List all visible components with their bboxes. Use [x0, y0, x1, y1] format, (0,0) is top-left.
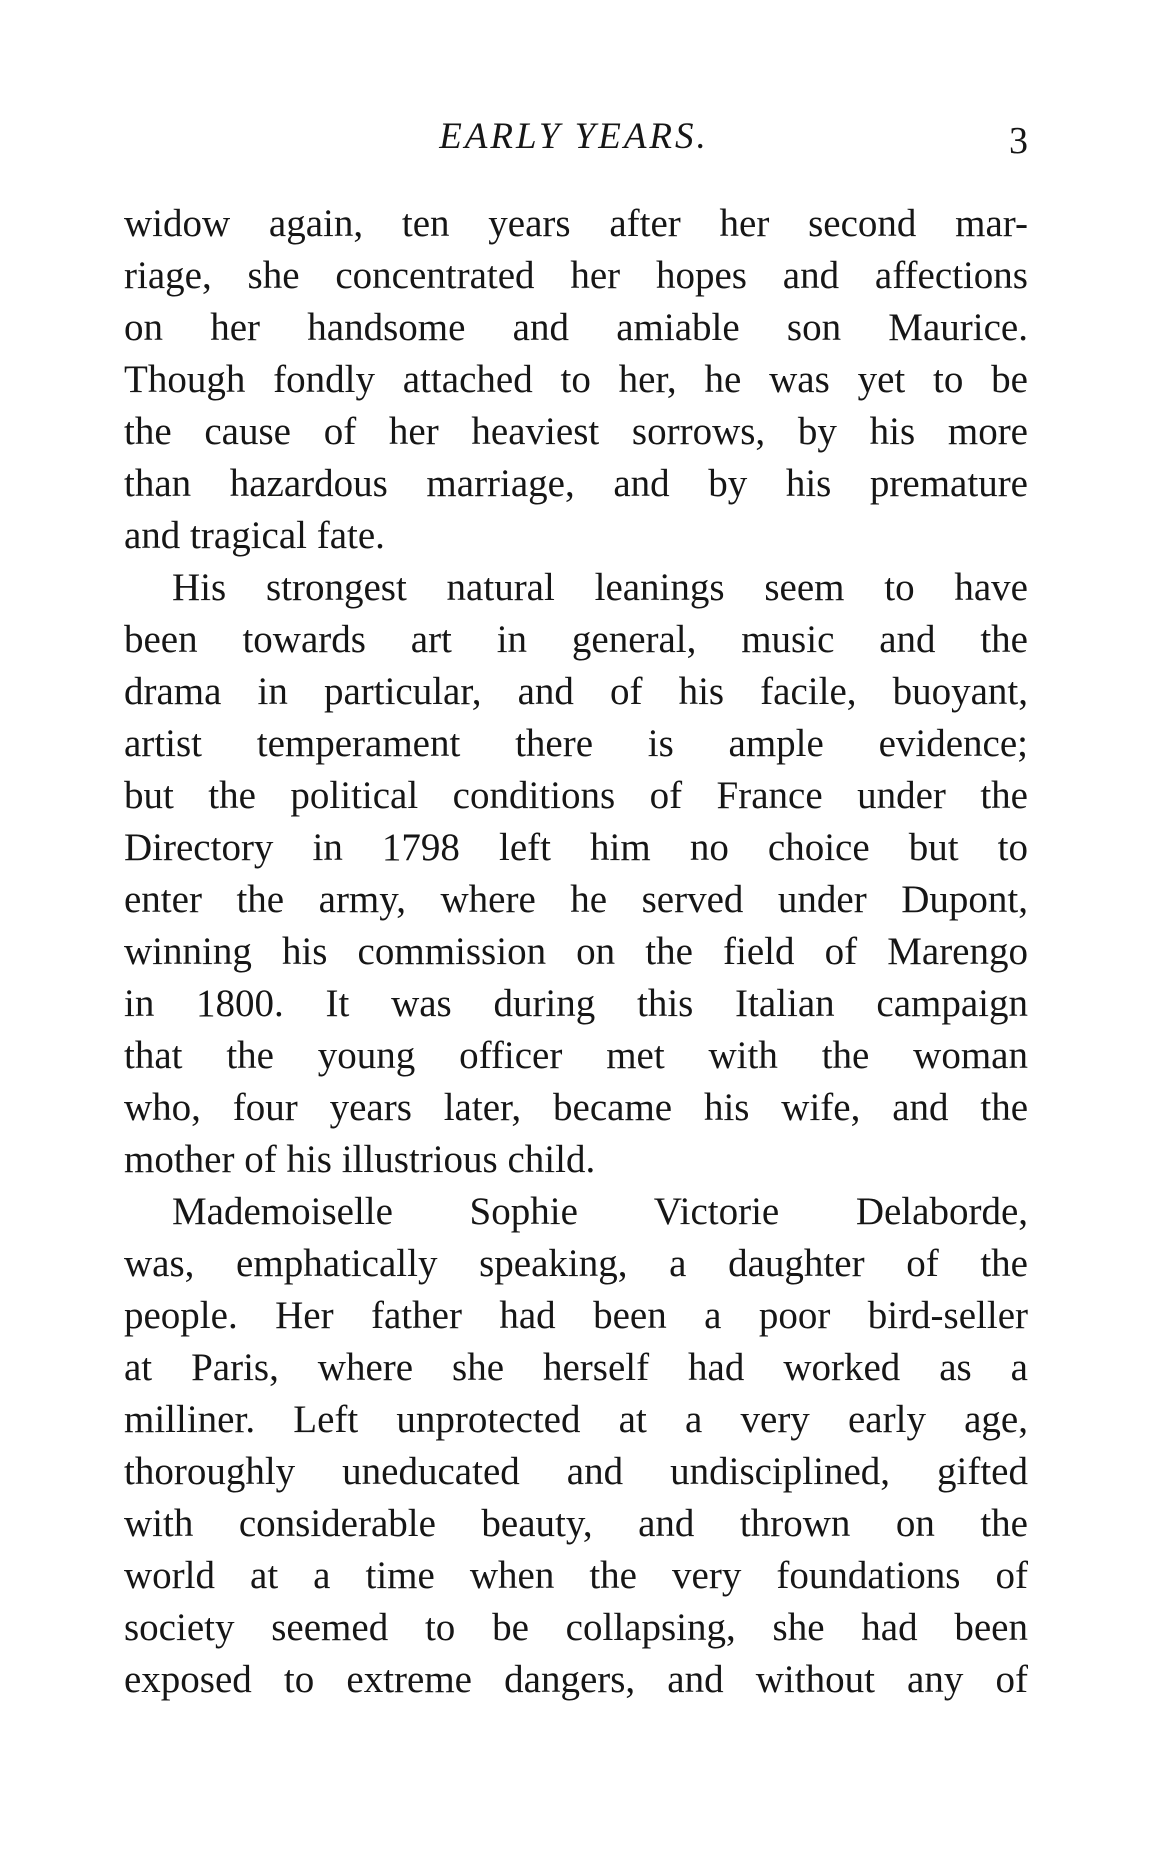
- text-line: artist temperament there is ample evidence;: [124, 722, 1028, 765]
- text-line: widow again, ten years after her second mar-: [124, 202, 1028, 245]
- text-line: been towards art in general, music and the: [124, 618, 1028, 661]
- text-line: in 1800. It was during this Italian campaign: [124, 982, 1028, 1025]
- text-line: Mademoiselle Sophie Victorie Delaborde,: [172, 1190, 1028, 1233]
- text-line: people. Her father had been a poor bird-seller: [124, 1294, 1028, 1337]
- text-line: the cause of her heaviest sorrows, by his more: [124, 410, 1028, 453]
- text-line: at Paris, where she herself had worked as a: [124, 1346, 1028, 1389]
- paragraph-2: [124, 562, 1028, 1186]
- page-number: 3: [1009, 120, 1028, 162]
- text-line: milliner. Left unprotected at a very early age,: [124, 1398, 1028, 1441]
- text-line: enter the army, where he served under Dupont,: [124, 878, 1028, 921]
- running-title: EARLY YEARS.: [439, 116, 709, 157]
- paragraph-1: [124, 198, 1028, 562]
- text-line: exposed to extreme dangers, and without any of: [124, 1658, 1028, 1701]
- text-line: who, four years later, became his wife, and the: [124, 1086, 1028, 1129]
- text-line: than hazardous marriage, and by his premature: [124, 462, 1028, 505]
- paragraph-3: [124, 1186, 1028, 1706]
- text-line: but the political conditions of France under the: [124, 774, 1028, 817]
- text-line: was, emphatically speaking, a daughter of the: [124, 1242, 1028, 1285]
- text-line: drama in particular, and of his facile, buoyant,: [124, 670, 1028, 713]
- text-line: winning his commission on the field of Marengo: [124, 930, 1028, 973]
- text-line: that the young officer met with the woman: [124, 1034, 1028, 1077]
- text-line: riage, she concentrated her hopes and affections: [124, 254, 1028, 297]
- text-line: thoroughly uneducated and undisciplined, gifted: [124, 1450, 1028, 1493]
- text-line: society seemed to be collapsing, she had been: [124, 1606, 1028, 1649]
- text-line: Directory in 1798 left him no choice but to: [124, 826, 1028, 869]
- text-line: and tragical fate.: [124, 514, 385, 557]
- body-text: [124, 198, 1028, 1706]
- text-line: mother of his illustrious child.: [124, 1138, 596, 1181]
- text-line: on her handsome and amiable son Maurice.: [124, 306, 1028, 349]
- text-line: His strongest natural leanings seem to have: [172, 566, 1028, 609]
- text-line: with considerable beauty, and thrown on the: [124, 1502, 1028, 1545]
- text-line: Though fondly attached to her, he was yet to be: [124, 358, 1028, 401]
- text-line: world at a time when the very foundations of: [124, 1554, 1028, 1597]
- running-head: [120, 112, 1028, 162]
